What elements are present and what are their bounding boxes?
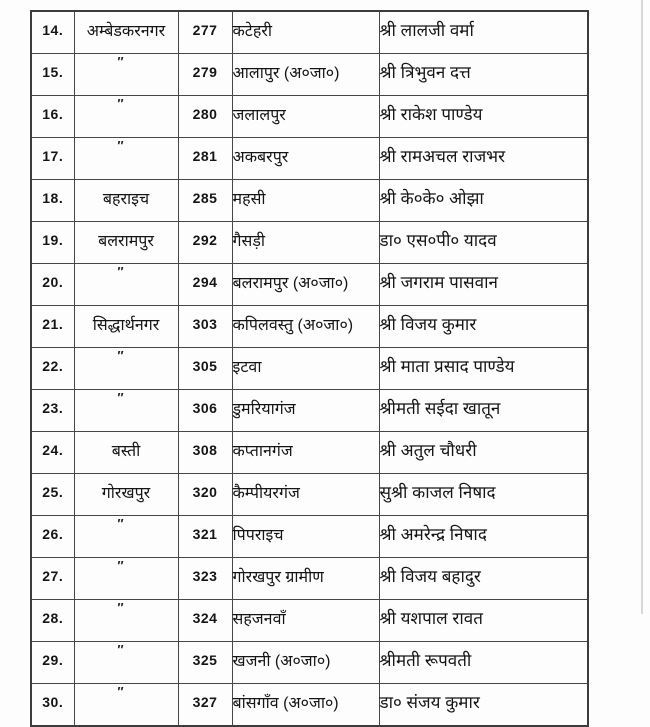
- member-name-cell: श्री विजय कुमार: [379, 306, 588, 348]
- table-row: [31, 222, 588, 264]
- member-name-cell: श्री यशपाल रावत: [379, 600, 588, 642]
- district-cell: [74, 264, 178, 306]
- constituency-number-cell: 294: [178, 264, 232, 306]
- district-cell: [74, 54, 178, 96]
- constituency-cell: जलालपुर: [232, 96, 379, 138]
- district-cell: [74, 180, 178, 222]
- table-row: [31, 390, 588, 432]
- constituency-number-cell: 285: [178, 180, 232, 222]
- district-label: ″: [117, 558, 125, 573]
- constituency-number-cell: 279: [178, 54, 232, 96]
- constituency-number-cell: 281: [178, 138, 232, 180]
- district-cell: [74, 222, 178, 264]
- district-cell: [74, 474, 178, 516]
- district-label: सिद्धार्थनगर: [92, 316, 160, 334]
- scan-edge-line: [641, 0, 643, 614]
- district-cell: [74, 684, 178, 727]
- district-label: ″: [117, 516, 125, 531]
- constituency-number-cell: 327: [178, 684, 232, 727]
- table-row: [31, 516, 588, 558]
- serial-number-cell: 17.: [31, 138, 74, 180]
- serial-number-cell: 14.: [31, 11, 74, 54]
- member-name-cell: श्री रामअचल राजभर: [379, 138, 588, 180]
- member-name-cell: श्री के०के० ओझा: [379, 180, 588, 222]
- table-row: [31, 432, 588, 474]
- constituency-number-cell: 292: [178, 222, 232, 264]
- district-label: ″: [117, 684, 125, 699]
- table-row: [31, 684, 588, 727]
- member-name-cell: श्री लालजी वर्मा: [379, 11, 588, 54]
- district-label: ″: [117, 390, 125, 405]
- member-name-cell: डा० संजय कुमार: [379, 684, 588, 727]
- district-cell: [74, 432, 178, 474]
- district-cell: [74, 558, 178, 600]
- district-label: अम्बेडकरनगर: [86, 22, 166, 40]
- table-row: [31, 348, 588, 390]
- member-name-cell: श्री राकेश पाण्डेय: [379, 96, 588, 138]
- constituency-cell: आलापुर (अ०जा०): [232, 54, 379, 96]
- serial-number-cell: 16.: [31, 96, 74, 138]
- constituency-cell: कटेहरी: [232, 11, 379, 54]
- member-name-cell: श्री माता प्रसाद पाण्डेय: [379, 348, 588, 390]
- district-cell: [74, 138, 178, 180]
- constituency-assignment-table: [30, 10, 589, 727]
- serial-number-cell: 15.: [31, 54, 74, 96]
- serial-number-cell: 27.: [31, 558, 74, 600]
- table-row: [31, 600, 588, 642]
- table-row: [31, 11, 588, 54]
- serial-number-cell: 24.: [31, 432, 74, 474]
- constituency-number-cell: 303: [178, 306, 232, 348]
- district-cell: [74, 348, 178, 390]
- constituency-cell: खजनी (अ०जा०): [232, 642, 379, 684]
- serial-number-cell: 22.: [31, 348, 74, 390]
- district-label: बस्ती: [111, 442, 141, 460]
- district-label: बलरामपुर: [98, 232, 154, 250]
- constituency-cell: पिपराइच: [232, 516, 379, 558]
- constituency-number-cell: 305: [178, 348, 232, 390]
- district-label: गोरखपुर: [101, 484, 151, 502]
- constituency-number-cell: 280: [178, 96, 232, 138]
- member-name-cell: श्री अतुल चौधरी: [379, 432, 588, 474]
- district-cell: [74, 642, 178, 684]
- constituency-cell: सहजनवाँ: [232, 600, 379, 642]
- member-name-cell: श्रीमती रूपवती: [379, 642, 588, 684]
- member-name-cell: श्री अमरेन्द्र निषाद: [379, 516, 588, 558]
- serial-number-cell: 26.: [31, 516, 74, 558]
- member-name-cell: श्री विजय बहादुर: [379, 558, 588, 600]
- serial-number-cell: 28.: [31, 600, 74, 642]
- district-label: बहराइच: [102, 190, 150, 208]
- constituency-number-cell: 306: [178, 390, 232, 432]
- constituency-number-cell: 321: [178, 516, 232, 558]
- serial-number-cell: 19.: [31, 222, 74, 264]
- district-label: ″: [117, 138, 125, 153]
- district-label: ″: [117, 348, 125, 363]
- district-cell: [74, 516, 178, 558]
- table-row: [31, 180, 588, 222]
- member-name-cell: सुश्री काजल निषाद: [379, 474, 588, 516]
- district-cell: [74, 306, 178, 348]
- district-label: ″: [117, 642, 125, 657]
- table-body: [31, 11, 588, 726]
- district-label: ″: [117, 96, 125, 111]
- table-row: [31, 54, 588, 96]
- table-row: [31, 558, 588, 600]
- constituency-cell: अकबरपुर: [232, 138, 379, 180]
- constituency-cell: बांसगाँव (अ०जा०): [232, 684, 379, 727]
- constituency-number-cell: 320: [178, 474, 232, 516]
- constituency-cell: कैम्पीयरगंज: [232, 474, 379, 516]
- constituency-number-cell: 324: [178, 600, 232, 642]
- serial-number-cell: 23.: [31, 390, 74, 432]
- table-row: [31, 264, 588, 306]
- serial-number-cell: 25.: [31, 474, 74, 516]
- member-name-cell: डा० एस०पी० यादव: [379, 222, 588, 264]
- district-label: ″: [117, 600, 125, 615]
- district-cell: [74, 11, 178, 54]
- table-row: [31, 642, 588, 684]
- district-label: ″: [117, 54, 125, 69]
- district-cell: [74, 390, 178, 432]
- serial-number-cell: 21.: [31, 306, 74, 348]
- constituency-cell: कपिलवस्तु (अ०जा०): [232, 306, 379, 348]
- constituency-cell: बलरामपुर (अ०जा०): [232, 264, 379, 306]
- table-row: [31, 138, 588, 180]
- table-row: [31, 306, 588, 348]
- serial-number-cell: 20.: [31, 264, 74, 306]
- member-name-cell: श्री जगराम पासवान: [379, 264, 588, 306]
- member-name-cell: श्रीमती सईदा खातून: [379, 390, 588, 432]
- member-name-cell: श्री त्रिभुवन दत्त: [379, 54, 588, 96]
- table-row: [31, 474, 588, 516]
- constituency-cell: गैसड़ी: [232, 222, 379, 264]
- table-row: [31, 96, 588, 138]
- constituency-cell: इटवा: [232, 348, 379, 390]
- constituency-number-cell: 308: [178, 432, 232, 474]
- serial-number-cell: 30.: [31, 684, 74, 727]
- district-cell: [74, 600, 178, 642]
- district-cell: [74, 96, 178, 138]
- constituency-cell: महसी: [232, 180, 379, 222]
- serial-number-cell: 29.: [31, 642, 74, 684]
- constituency-number-cell: 277: [178, 11, 232, 54]
- constituency-number-cell: 323: [178, 558, 232, 600]
- constituency-cell: कप्तानगंज: [232, 432, 379, 474]
- district-label: ″: [117, 264, 125, 279]
- serial-number-cell: 18.: [31, 180, 74, 222]
- constituency-cell: गोरखपुर ग्रामीण: [232, 558, 379, 600]
- constituency-cell: डुमरियागंज: [232, 390, 379, 432]
- constituency-number-cell: 325: [178, 642, 232, 684]
